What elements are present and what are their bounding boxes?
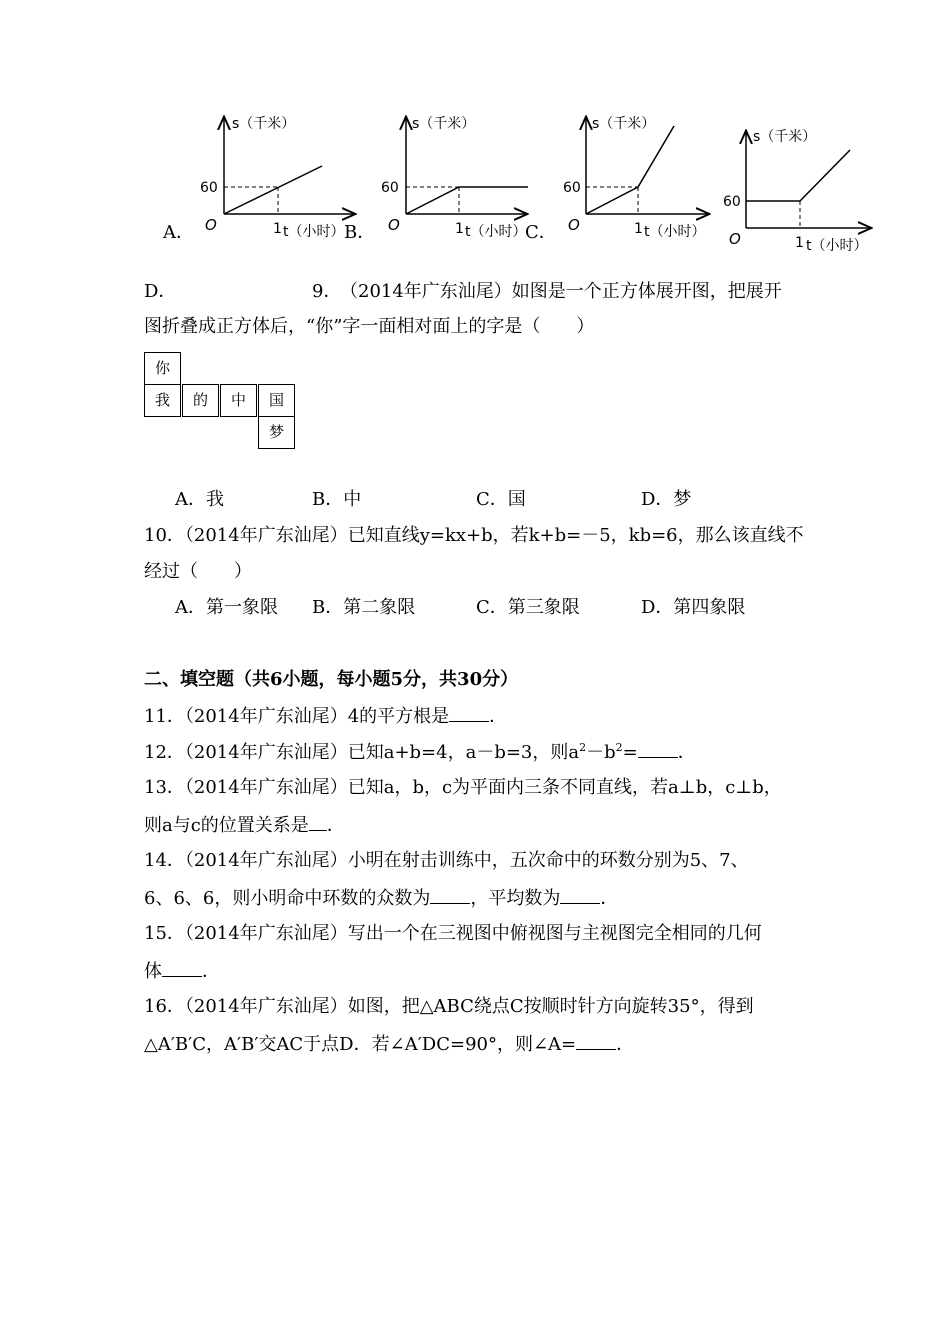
graph-d-x-tick: 1 (795, 235, 804, 251)
q16-line1: 16．（2014年广东汕尾）如图，把△ABC绕点C按顺时针方向旋转35°，得到 (144, 996, 754, 1017)
q13-line1: 13．（2014年广东汕尾）已知a，b，c为平面内三条不同直线，若a⊥b，c⊥b， (144, 777, 782, 798)
graph-d (723, 128, 870, 254)
q15-line1: 15．（2014年广东汕尾）写出一个在三视图中俯视图与主视图完全相同的几何 (144, 923, 762, 944)
graph-b-line (406, 187, 528, 214)
q12-end: ． (677, 742, 696, 763)
graph-b-x-tick: 1 (455, 221, 464, 237)
q16-line2 (144, 1033, 634, 1056)
graph-d-line (746, 150, 850, 201)
option-c-label: C． (525, 222, 557, 243)
q12-eq: = (622, 742, 638, 763)
q12-sup-b: 2 (615, 741, 623, 754)
q9-option-a: A．我 (175, 489, 224, 510)
q10-line1: 10．（2014年广东汕尾）已知直线y=kx+b，若k+b=－5，kb=6，那么该直线不 (144, 525, 804, 546)
section-title: 二、填空题（共6小题，每小题5分，共30分） (144, 669, 519, 690)
q14-line1: 14．（2014年广东汕尾）小明在射击训练中，五次命中的环数分别为5、7、 (144, 850, 749, 871)
q14-text-a: 6、6、6，则小明命中环数的众数为 (144, 888, 431, 909)
q15-line2 (144, 960, 220, 983)
graph-c-origin: O (568, 216, 580, 234)
net-cell-row-1: 我 (144, 384, 181, 417)
graph-a (200, 115, 354, 240)
graph-a-line (224, 166, 322, 214)
q9-option-b: B．中 (312, 489, 362, 510)
graph-c-x-tick: 1 (634, 221, 643, 237)
graph-a-x-label: t（小时） (283, 224, 345, 240)
q10-line2: 经过（ ） (144, 561, 252, 582)
net-cell-bottom: 梦 (258, 416, 295, 449)
q12-blank (638, 741, 678, 758)
q10-option-b: B．第二象限 (312, 597, 416, 618)
graph-d-y-tick: 60 (723, 194, 741, 210)
graph-b-y-label: s（千米） (412, 116, 476, 132)
q10-option-c: C．第三象限 (476, 597, 580, 618)
net-cell-row-3: 中 (220, 384, 257, 417)
q13-end: ． (326, 815, 345, 836)
q16-text: △A′B′C，A′B′交AC于点D．若∠A′DC=90°，则∠A= (144, 1034, 577, 1055)
graph-a-y-tick: 60 (200, 180, 218, 196)
graph-b (381, 115, 528, 240)
graph-options (0, 100, 950, 270)
graph-d-origin: O (729, 230, 741, 248)
q9-line2: 图折叠成正方体后，“你”字一面相对面上的字是（ ） (144, 316, 595, 337)
q9-line1: （2014年广东汕尾）如图是一个正方体展开图，把展开 (340, 281, 782, 302)
option-b-label: B． (344, 222, 376, 243)
graph-c-y-tick: 60 (563, 180, 581, 196)
q11-text: 11．（2014年广东汕尾）4的平方根是 (144, 706, 450, 727)
q13-blank (309, 814, 327, 831)
q9-option-c: C．国 (476, 489, 526, 510)
q15-end: ． (202, 961, 220, 982)
q10-option-d: D．第四象限 (641, 597, 746, 618)
q11-end: ． (489, 706, 508, 727)
q12-mid: －b (586, 742, 616, 763)
q14-end: ． (600, 888, 619, 909)
q14-line2 (144, 887, 618, 910)
graph-c (563, 115, 708, 240)
net-cell-row-4: 国 (258, 384, 295, 417)
q13-line2 (144, 814, 345, 837)
graph-a-origin: O (205, 216, 217, 234)
graph-c-line (586, 126, 674, 214)
q10-option-a: A．第一象限 (175, 597, 278, 618)
graph-a-x-tick: 1 (273, 221, 282, 237)
net-cell-row-2: 的 (182, 384, 219, 417)
graph-c-y-label: s（千米） (592, 116, 656, 132)
q14-blank-mean (560, 887, 600, 904)
graph-b-y-tick: 60 (381, 180, 399, 196)
option-d-label: D． (144, 281, 177, 302)
q9-option-d: D．梦 (641, 489, 692, 510)
q15-text: 体 (144, 961, 162, 982)
q16-end: ． (616, 1034, 635, 1055)
graph-b-x-label: t（小时） (465, 224, 527, 240)
graph-b-origin: O (388, 216, 400, 234)
q12 (144, 741, 696, 764)
q13-text: 则a与c的位置关系是 (144, 815, 309, 836)
q11 (144, 705, 507, 728)
graph-d-x-label: t（小时） (806, 238, 868, 254)
net-cell-top: 你 (144, 352, 181, 385)
graph-c-x-label: t（小时） (644, 224, 706, 240)
q14-blank-mode (430, 887, 470, 904)
graph-a-y-label: s（千米） (232, 116, 296, 132)
q16-blank (576, 1033, 616, 1050)
q12-text: 12．（2014年广东汕尾）已知a+b=4，a－b=3，则a (144, 742, 580, 763)
q9-number: 9． (312, 281, 342, 302)
q11-blank (449, 705, 489, 722)
q14-text-b: ，平均数为 (470, 888, 561, 909)
q12-sup-a: 2 (579, 741, 587, 754)
option-a-label: A． (163, 222, 194, 243)
q15-blank (162, 960, 202, 977)
graph-d-y-label: s（千米） (753, 129, 817, 145)
cube-net (144, 352, 299, 452)
